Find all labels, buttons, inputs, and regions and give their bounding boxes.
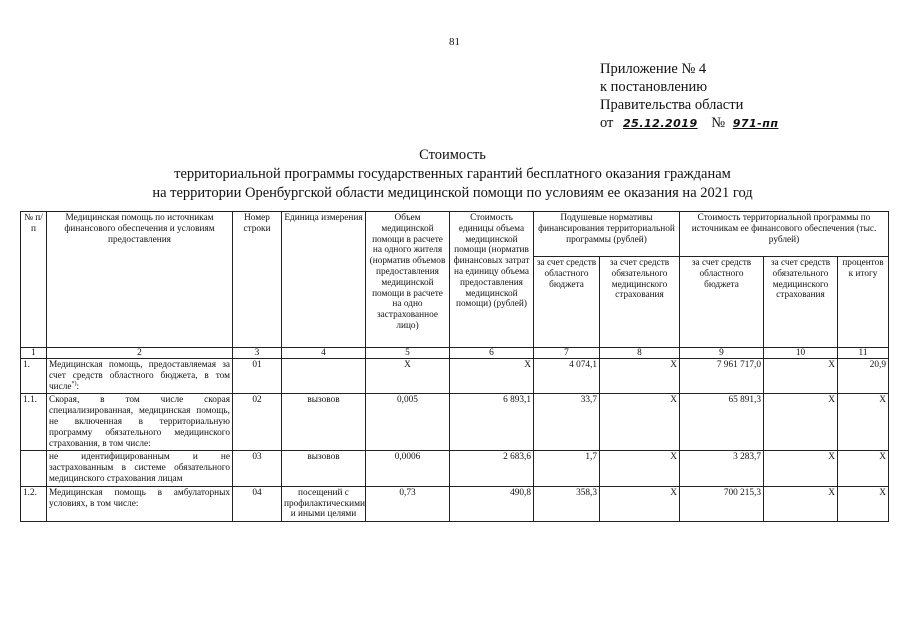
header-total-oms: за счет средств обязательного медицинского страхования	[764, 257, 838, 348]
table-header-row-1	[21, 212, 889, 257]
column-numbers-row	[21, 348, 889, 359]
handwritten-date: 25.12.2019	[623, 117, 698, 130]
appendix-block	[600, 60, 778, 133]
cell-row-number: 02	[233, 394, 282, 451]
column-number: 4	[282, 348, 366, 359]
cell-total-regional: 7 961 717,0	[680, 359, 764, 394]
header-cost: Стоимость единицы объема медицинской помощи (норматив финансовых затрат на единицу объема предоставления медицинской помощи) (рублей)	[450, 212, 534, 348]
cell-name: не идентифицированным и не застрахованным в системе обязательного медицинского страхования лицам	[47, 451, 233, 486]
cell-unit: вызовов	[282, 394, 366, 451]
title-line-1: Стоимость	[419, 147, 486, 163]
date-prefix: от	[600, 115, 614, 131]
cell-total-oms: X	[764, 451, 838, 486]
cell-num: 1.2.	[21, 486, 47, 521]
table-row	[21, 451, 889, 486]
cell-total-percent: X	[838, 394, 889, 451]
document-title	[0, 146, 905, 203]
column-number: 11	[838, 348, 889, 359]
cell-row-number: 04	[233, 486, 282, 521]
column-number: 9	[680, 348, 764, 359]
appendix-line-1: Приложение № 4	[600, 61, 707, 77]
header-percapita-regional: за счет средств областного бюджета	[534, 257, 600, 348]
column-number: 1	[21, 348, 47, 359]
handwritten-number: 971-пп	[732, 117, 779, 130]
cell-name	[47, 359, 233, 394]
cell-percapita-regional: 4 074,1	[534, 359, 600, 394]
cell-percapita-oms: X	[600, 394, 680, 451]
cell-unit: вызовов	[282, 451, 366, 486]
column-number: 3	[233, 348, 282, 359]
title-line-3: на территории Оренбургской области медицинской помощи по условиям ее оказания на 2021 год	[152, 185, 753, 201]
cell-name: Медицинская помощь в амбулаторных условиях, в том числе:	[47, 486, 233, 521]
cell-percapita-regional: 33,7	[534, 394, 600, 451]
appendix-line-3: Правительства области	[600, 97, 744, 113]
header-care: Медицинская помощь по источникам финансового обеспечения и условиям предоставления	[47, 212, 233, 348]
header-total-group: Стоимость территориальной программы по источникам ее финансового обеспечения (тыс. рублей)	[680, 212, 889, 257]
header-percapita-oms: за счет средств обязательного медицинского страхования	[600, 257, 680, 348]
cell-total-percent: X	[838, 451, 889, 486]
column-number: 5	[366, 348, 450, 359]
cell-total-regional: 700 215,3	[680, 486, 764, 521]
cell-cost: 2 683,6	[450, 451, 534, 486]
footnote-mark: *)	[71, 380, 77, 387]
cell-percapita-oms: X	[600, 486, 680, 521]
cost-table	[20, 211, 889, 522]
cell-volume: 0,73	[366, 486, 450, 521]
column-number: 8	[600, 348, 680, 359]
cell-unit	[282, 359, 366, 394]
cell-percapita-regional: 1,7	[534, 451, 600, 486]
column-number: 7	[534, 348, 600, 359]
cell-total-percent: 20,9	[838, 359, 889, 394]
header-volume: Объем медицинской помощи в расчете на одного жителя (норматив объемов предоставления медицинской помощи в расчете на одно застрахованное лицо)	[366, 212, 450, 348]
table-row	[21, 359, 889, 394]
appendix-line-2: к постановлению	[600, 79, 708, 95]
header-num: № п/п	[21, 212, 47, 348]
cell-row-number: 03	[233, 451, 282, 486]
cell-name: Скорая, в том числе скорая специализированная, медицинская помощь, не включенная в территориальную программу обязательного медицинского страхования, в том числе:	[47, 394, 233, 451]
cell-total-oms: X	[764, 359, 838, 394]
header-total-percent: процентов к итогу	[838, 257, 889, 348]
table-row	[21, 394, 889, 451]
cell-total-regional: 65 891,3	[680, 394, 764, 451]
cell-volume: 0,005	[366, 394, 450, 451]
cell-cost: 490,8	[450, 486, 534, 521]
column-number: 10	[764, 348, 838, 359]
cell-total-regional: 3 283,7	[680, 451, 764, 486]
column-number: 6	[450, 348, 534, 359]
cell-volume: X	[366, 359, 450, 394]
cell-cost: 6 893,1	[450, 394, 534, 451]
cell-percapita-oms: X	[600, 359, 680, 394]
cell-row-number: 01	[233, 359, 282, 394]
appendix-date-line	[600, 114, 778, 133]
cell-cost: X	[450, 359, 534, 394]
cell-name-text: Медицинская помощь, предоставляемая за счет средств областного бюджета, в том числе	[49, 360, 230, 392]
cell-unit: посещений с профилактическими и иными целями	[282, 486, 366, 521]
cell-percapita-regional: 358,3	[534, 486, 600, 521]
cell-name-suffix: :	[76, 381, 80, 392]
cell-num: 1.1.	[21, 394, 47, 451]
header-percapita-group: Подушевые нормативы финансирования территориальной программы (рублей)	[534, 212, 680, 257]
title-line-2: территориальной программы государственных гарантий бесплатного оказания гражданам	[174, 166, 731, 182]
cell-percapita-oms: X	[600, 451, 680, 486]
cell-volume: 0,0006	[366, 451, 450, 486]
header-total-regional: за счет средств областного бюджета	[680, 257, 764, 348]
table-row	[21, 486, 889, 521]
cell-num	[21, 451, 47, 486]
header-row-number: Номер строки	[233, 212, 282, 348]
number-prefix: №	[711, 115, 726, 131]
cell-total-percent: X	[838, 486, 889, 521]
column-number: 2	[47, 348, 233, 359]
cell-total-oms: X	[764, 394, 838, 451]
page-number: 81	[449, 36, 460, 48]
cell-num: 1.	[21, 359, 47, 394]
header-unit: Единица измерения	[282, 212, 366, 348]
cell-total-oms: X	[764, 486, 838, 521]
